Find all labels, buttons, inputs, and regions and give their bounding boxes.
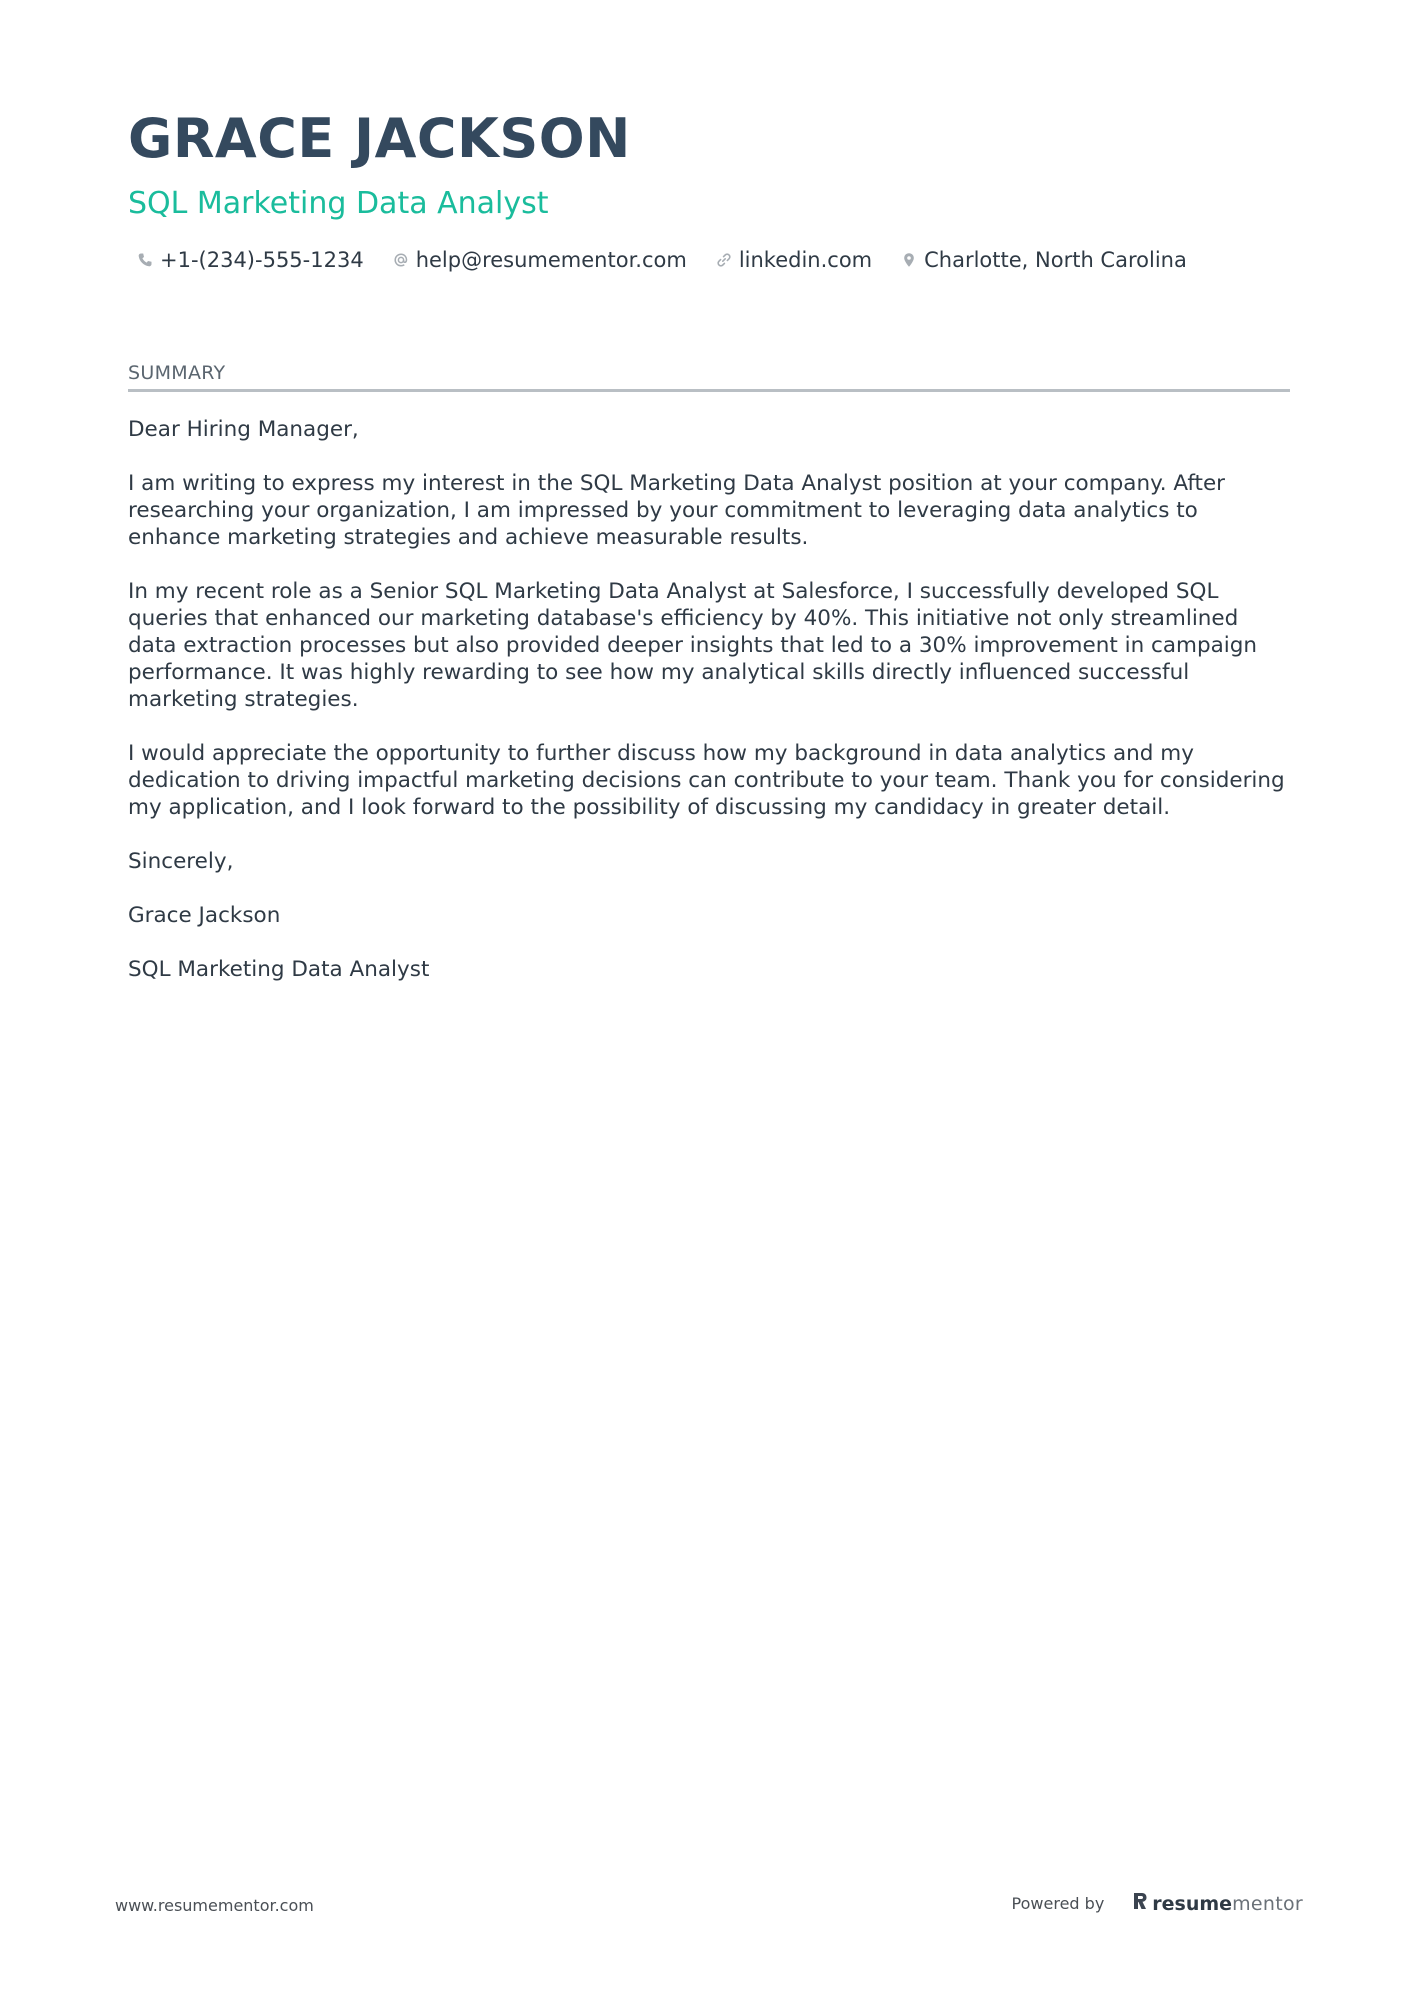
contact-bar [136,248,1187,272]
footer-website-link[interactable]: www.resumementor.com [115,1896,314,1915]
location-text: Charlotte, North Carolina [924,248,1187,272]
contact-email[interactable] [392,248,687,272]
contact-linkedin[interactable] [715,248,872,272]
signature-title: SQL Marketing Data Analyst [128,957,430,982]
letter-paragraph: I am writing to express my interest in the SQL Marketing Data Analyst position at your company. After researching your organization, I am impressed by your commitment to leveraging data analytics to enhance marketing strategies and achieve measurable results. [128,471,1226,550]
resumementor-logo[interactable] [1132,1891,1303,1916]
phone-icon [136,251,154,269]
phone-text: +1-(234)-555-1234 [160,248,364,272]
applicant-name: GRACE JACKSON [128,107,631,170]
at-icon [392,251,410,269]
logo-mark-icon [1132,1891,1148,1916]
email-link[interactable]: help@resumementor.com [415,248,687,272]
contact-phone [136,248,364,272]
closing: Sincerely, [128,849,234,874]
powered-by-label: Powered by [1011,1894,1105,1913]
salutation: Dear Hiring Manager, [128,417,359,442]
letter-paragraph: I would appreciate the opportunity to further discuss how my background in data analytics and my dedication to driving impactful marketing decisions can contribute to your team. Thank you for considering my application, and I look forward to the possibility of discussing my candidacy in greater detail. [128,741,1285,820]
contact-location [900,248,1187,272]
brand-name-bold: resume [1152,1892,1233,1915]
signature-name: Grace Jackson [128,903,281,928]
footer-branding [1012,1891,1303,1916]
link-icon [715,251,733,269]
summary-heading: SUMMARY [128,362,1290,392]
linkedin-link[interactable]: linkedin.com [738,248,873,272]
job-title: SQL Marketing Data Analyst [128,186,549,221]
map-pin-icon [900,251,918,269]
letter-body [128,416,1292,1010]
brand-name-light: mentor [1232,1892,1303,1915]
letter-paragraph: In my recent role as a Senior SQL Marketing Data Analyst at Salesforce, I successfully developed SQL queries that enhanced our marketing database's efficiency by 40%. This initiative not only streamlined data extraction processes but also provided deeper insights that led to a 30% improvement in campaign performance. It was highly rewarding to see how my analytical skills directly influenced successful marketing strategies. [128,579,1258,712]
